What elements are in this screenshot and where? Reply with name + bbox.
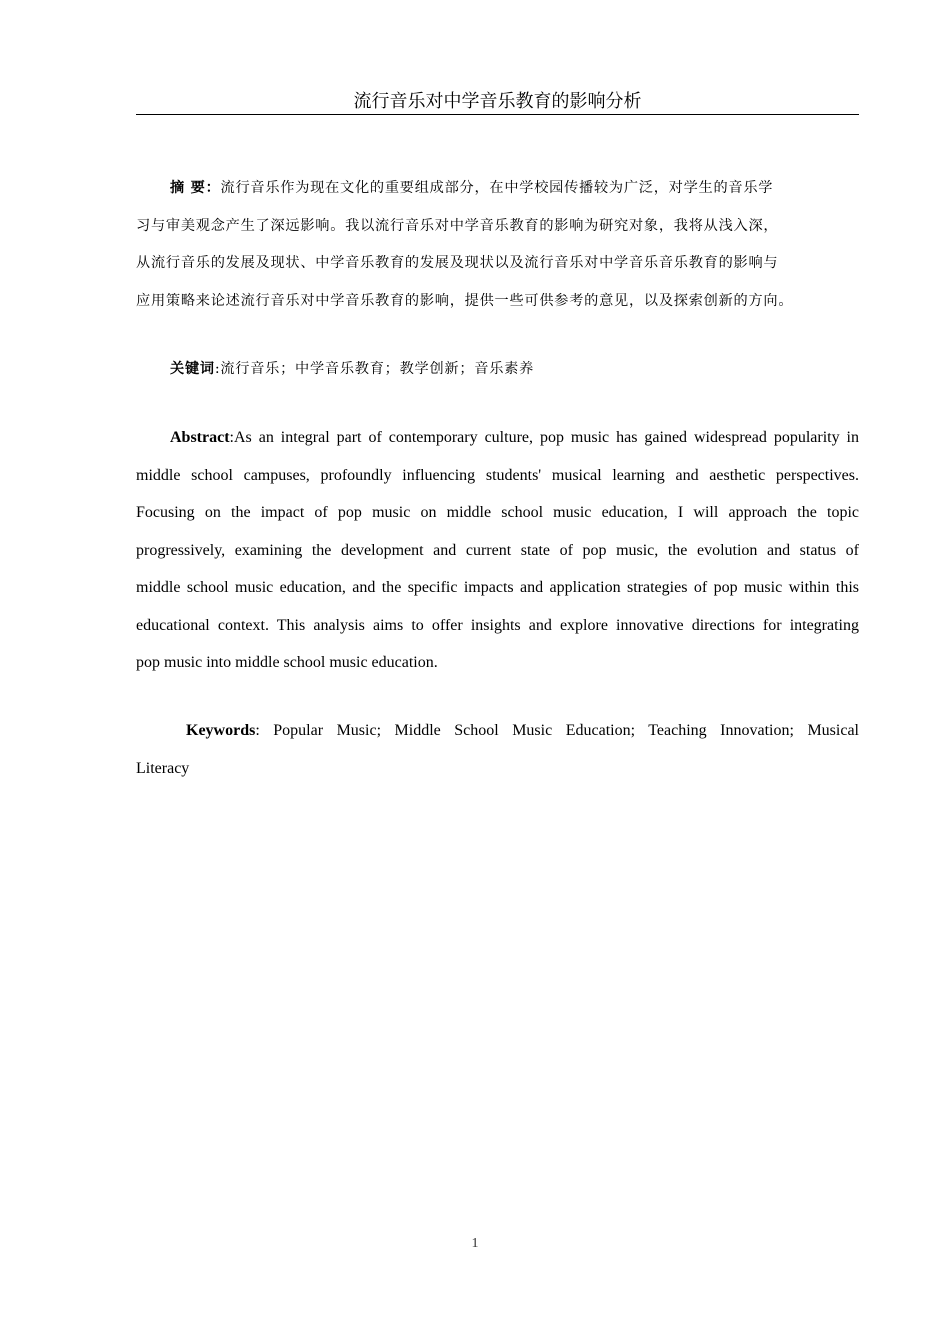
english-abstract-line-4: progressively, examining the development and current state of pop music, the evolution and status of: [136, 541, 859, 559]
chinese-keywords: [136, 351, 866, 389]
chinese-keywords-label: 关键词: [170, 361, 215, 377]
english-keywords-line-2: Literacy: [136, 759, 190, 777]
english-abstract-line-2: middle school campuses, profoundly influencing students' musical learning and aesthetic perspectives.: [136, 466, 859, 484]
running-header: [136, 90, 859, 115]
english-keywords: [136, 712, 859, 787]
chinese-abstract-line-1: 摘 要：流行音乐作为现在文化的重要组成部分，在中学校园传播较为广泛，对学生的音乐学: [170, 180, 774, 196]
chinese-keywords-text: :流行音乐；中学音乐教育；教学创新；音乐素养: [214, 361, 535, 377]
chinese-keywords-line: [136, 351, 866, 389]
english-abstract-line-3: Focusing on the impact of pop music on middle school music education, I will approach the topic: [136, 504, 859, 521]
chinese-abstract-line-2: 习与审美观念产生了深远影响。我以流行音乐对中学音乐教育的影响为研究对象，我将从浅入深，: [136, 217, 779, 234]
english-abstract: [136, 419, 859, 682]
english-abstract-line-7: pop music into middle school music education.: [136, 654, 438, 671]
english-keywords-line-1: Keywords: Popular Music; Middle School Music Education; Teaching Innovation; Musical: [186, 722, 859, 739]
english-keywords-label: Keywords: [186, 722, 256, 739]
english-abstract-line-5: middle school music education, and the specific impacts and application strategies of pop music within this: [136, 579, 859, 596]
running-title: 流行音乐对中学音乐教育的影响分析: [353, 91, 642, 112]
english-abstract-line-6: educational context. This analysis aims to offer insights and explore innovative directions for integrating: [136, 616, 859, 634]
chinese-abstract-line-4: 应用策略来论述流行音乐对中学音乐教育的影响，提供一些可供参考的意见，以及探索创新的方向。: [136, 292, 794, 309]
chinese-abstract: [136, 170, 866, 320]
page-number: 1: [471, 1236, 479, 1251]
english-abstract-line-1: Abstract:As an integral part of contemporary culture, pop music has gained widespread popularity in: [170, 429, 859, 446]
chinese-abstract-line-3: 从流行音乐的发展及现状、中学音乐教育的发展及现状以及流行音乐对中学音乐音乐教育的影响与: [136, 255, 779, 271]
chinese-abstract-label: 摘 要：: [170, 180, 221, 196]
english-abstract-label: Abstract: [170, 429, 230, 446]
